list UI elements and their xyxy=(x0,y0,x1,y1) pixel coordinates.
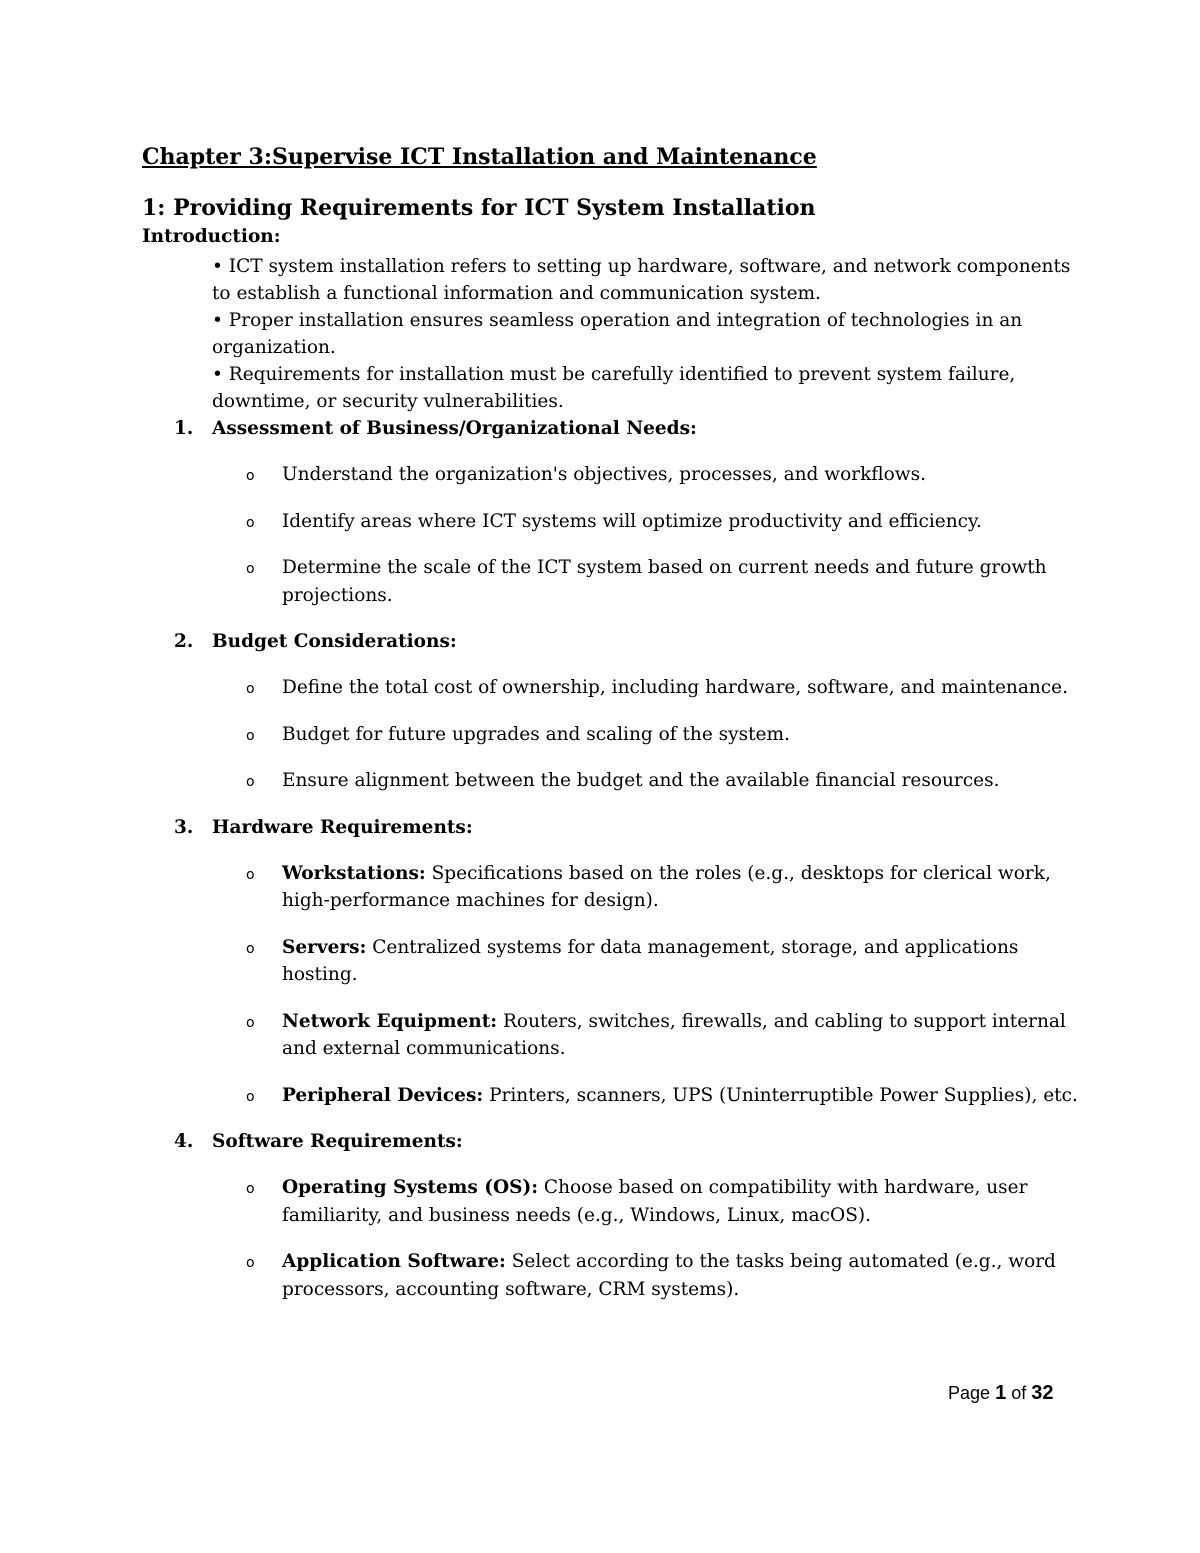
sub-item xyxy=(142,674,1082,702)
item-heading: Budget Considerations: xyxy=(212,631,457,652)
requirement-item xyxy=(142,1128,1082,1303)
sub-item xyxy=(142,508,1082,536)
circle-bullet-icon: o xyxy=(246,866,255,883)
item-heading: Assessment of Business/Organizational Needs: xyxy=(212,418,697,439)
circle-bullet-icon: o xyxy=(246,1088,255,1105)
circle-bullet-icon: o xyxy=(246,514,255,531)
sub-list xyxy=(142,674,1082,795)
sub-text: Budget for future upgrades and scaling of the system. xyxy=(282,723,790,745)
intro-bullet-list xyxy=(212,253,1072,415)
circle-bullet-icon: o xyxy=(246,468,255,484)
circle-bullet-icon: o xyxy=(246,1014,255,1031)
page-number: 1 xyxy=(995,1382,1007,1404)
sub-text: Specifications based on the roles (e.g., desktops for clerical work, high-performance machines for design). xyxy=(282,862,1051,911)
sub-lead: Servers: xyxy=(282,936,367,958)
requirement-item xyxy=(142,628,1082,795)
sub-list xyxy=(142,860,1082,1110)
total-pages: 32 xyxy=(1031,1382,1054,1404)
sub-text: Printers, scanners, UPS (Uninterruptible Power Supplies), etc. xyxy=(483,1084,1078,1106)
requirement-heading-row xyxy=(142,814,1082,841)
requirements-list xyxy=(142,415,1082,1303)
requirement-heading-row xyxy=(142,628,1082,655)
item-heading: Software Requirements: xyxy=(212,1131,463,1152)
sub-item xyxy=(142,1174,1082,1229)
item-heading: Hardware Requirements: xyxy=(212,816,473,838)
sub-text: Routers, switches, firewalls, and cabling to support internal and external communications. xyxy=(282,1010,1066,1059)
page-footer xyxy=(948,1382,1053,1405)
intro-label: Introduction: xyxy=(142,226,281,247)
sub-lead: Application Software: xyxy=(282,1251,506,1272)
page-word: Page xyxy=(948,1383,991,1403)
sub-item xyxy=(142,554,1082,609)
sub-text: Determine the scale of the ICT system based on current needs and future growth projections. xyxy=(282,557,1047,606)
sub-item xyxy=(142,860,1082,915)
intro-bullet: • ICT system installation refers to setting up hardware, software, and network components to establish a functional information and communication system. xyxy=(212,256,1071,304)
circle-bullet-icon: o xyxy=(246,940,255,957)
sub-text: Ensure alignment between the budget and the available financial resources. xyxy=(282,770,1000,791)
intro-bullet: • Proper installation ensures seamless operation and integration of technologies in an organization. xyxy=(212,310,1023,358)
intro-bullet: • Requirements for installation must be carefully identified to prevent system failure, downtime, or security vulnerabilities. xyxy=(212,364,1016,412)
sub-list xyxy=(142,1174,1082,1303)
sub-item xyxy=(142,721,1082,749)
sub-text: Define the total cost of ownership, including hardware, software, and maintenance. xyxy=(282,677,1068,698)
circle-bullet-icon: o xyxy=(246,561,255,577)
circle-bullet-icon: o xyxy=(246,727,255,744)
sub-item xyxy=(142,934,1082,989)
sub-text: Identify areas where ICT systems will optimize productivity and efficiency. xyxy=(282,510,982,532)
sub-lead: Workstations: xyxy=(282,862,426,884)
circle-bullet-icon: o xyxy=(246,1255,255,1271)
circle-bullet-icon: o xyxy=(246,681,255,697)
sub-list xyxy=(142,461,1082,609)
requirement-heading-row xyxy=(142,1128,1082,1155)
circle-bullet-icon: o xyxy=(246,1181,255,1197)
requirement-item xyxy=(142,814,1082,1110)
sub-item xyxy=(142,1008,1082,1063)
item-number: 4. xyxy=(174,1131,194,1152)
section-title: 1: Providing Requirements for ICT System Installation xyxy=(142,195,816,221)
sub-item xyxy=(142,461,1082,489)
item-number: 3. xyxy=(174,816,194,838)
sub-lead: Peripheral Devices: xyxy=(282,1084,484,1106)
sub-item xyxy=(142,1082,1082,1110)
sub-lead: Network Equipment: xyxy=(282,1010,498,1032)
requirement-item xyxy=(142,415,1082,609)
of-word: of xyxy=(1011,1383,1027,1403)
circle-bullet-icon: o xyxy=(246,774,255,790)
sub-lead: Operating Systems (OS): xyxy=(282,1177,539,1198)
requirement-heading-row xyxy=(142,415,1082,442)
item-number: 1. xyxy=(174,418,194,439)
item-number: 2. xyxy=(174,631,194,652)
sub-text: Centralized systems for data management, storage, and applications hosting. xyxy=(282,936,1019,985)
sub-text: Choose based on compatibility with hardware, user familiarity, and business needs (e.g., Windows, Linux, macOS). xyxy=(282,1177,1028,1226)
sub-item xyxy=(142,767,1082,795)
sub-text: Understand the organization's objectives, processes, and workflows. xyxy=(282,464,926,485)
sub-item xyxy=(142,1248,1082,1303)
chapter-title: Chapter 3:Supervise ICT Installation and Maintenance xyxy=(142,144,817,170)
sub-text: Select according to the tasks being automated (e.g., word processors, accounting software, CRM systems). xyxy=(282,1251,1056,1300)
